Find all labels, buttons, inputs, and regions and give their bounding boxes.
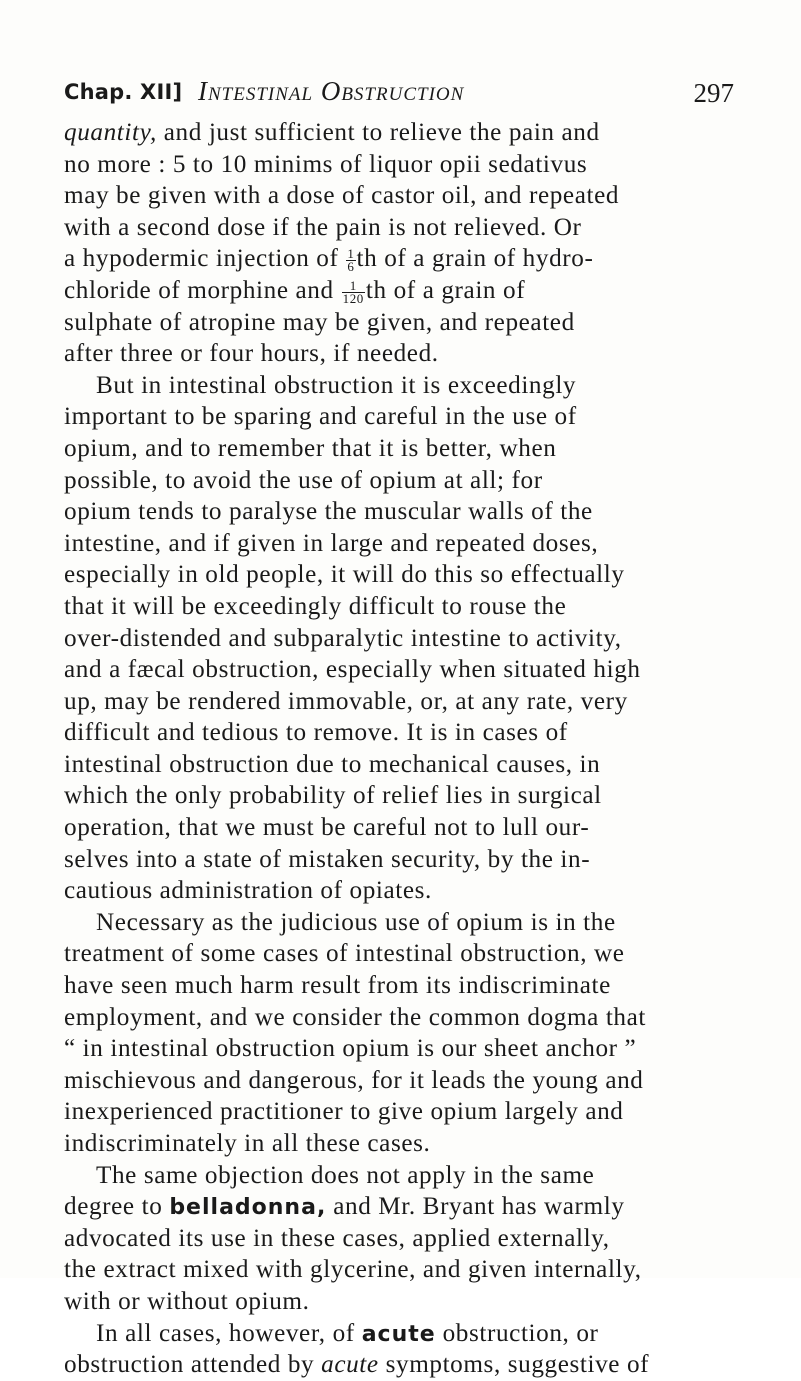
text-line bbox=[64, 844, 736, 876]
line-text: may be given with a dose of castor oil, and repeated bbox=[64, 182, 620, 210]
line-text: which the only probability of relief lies in surgical bbox=[64, 782, 602, 810]
chapter-label: Chap. XII] bbox=[64, 80, 183, 104]
line-text: treatment of some cases of intestinal obstruction, we bbox=[64, 940, 625, 968]
line-text: with a second dose if the pain is not relieved. Or bbox=[64, 213, 582, 241]
text-line bbox=[64, 559, 736, 591]
text-line bbox=[64, 117, 736, 149]
text-line bbox=[64, 243, 736, 275]
text-line bbox=[64, 1286, 736, 1318]
line-text: th of a grain of bbox=[365, 276, 526, 304]
line-text: symptoms, suggestive of bbox=[385, 1351, 650, 1379]
text-line bbox=[64, 591, 736, 623]
text-line bbox=[64, 1065, 736, 1097]
text-line bbox=[64, 938, 736, 970]
text-line bbox=[64, 496, 736, 528]
line-text: opium tends to paralyse the muscular walls of the bbox=[64, 498, 593, 526]
text-line bbox=[64, 307, 736, 339]
line-text: th of a grain of hydro- bbox=[356, 245, 594, 273]
line-text: But in intestinal obstruction it is exceedingly bbox=[96, 371, 577, 399]
line-text: chloride of morphine and bbox=[64, 276, 334, 304]
paragraph-start bbox=[64, 1160, 736, 1192]
body-text bbox=[64, 117, 736, 1381]
text-line bbox=[64, 1349, 736, 1381]
emphasis-belladonna: belladonna, bbox=[169, 1195, 327, 1221]
line-text: The same objection does not apply in the same bbox=[96, 1161, 595, 1189]
line-text: mischievous and dangerous, for it leads the young and bbox=[64, 1066, 644, 1094]
line-text: and Mr. Bryant has warmly bbox=[333, 1193, 625, 1221]
line-text: that it will be exceedingly difficult to rouse the bbox=[64, 592, 567, 620]
text-line bbox=[64, 528, 736, 560]
text-line bbox=[64, 1096, 736, 1128]
paragraph-start bbox=[64, 907, 736, 939]
text-line bbox=[64, 433, 736, 465]
page-number: 297 bbox=[693, 78, 734, 108]
text-line bbox=[64, 1223, 736, 1255]
line-text: a hypodermic injection of bbox=[64, 245, 339, 273]
line-text: and just sufficient to relieve the pain and bbox=[163, 119, 600, 146]
text-line bbox=[64, 654, 736, 686]
text-line bbox=[64, 465, 736, 497]
running-head bbox=[64, 76, 734, 116]
text-line bbox=[64, 338, 736, 370]
text-line bbox=[64, 875, 736, 907]
line-text: after three or four hours, if needed. bbox=[64, 340, 439, 368]
line-text: employment, and we consider the common dogma that bbox=[64, 1003, 646, 1031]
line-text: indiscriminately in all these cases. bbox=[64, 1130, 431, 1157]
text-line bbox=[64, 1002, 736, 1034]
line-text: no more : 5 to 10 minims of liquor opii sedativus bbox=[64, 150, 588, 178]
text-line bbox=[64, 212, 736, 244]
paragraph-start bbox=[64, 1318, 736, 1350]
line-text: intestinal obstruction due to mechanical causes, in bbox=[64, 750, 601, 778]
line-text: important to be sparing and careful in the use of bbox=[64, 403, 577, 431]
line-text: sulphate of atropine may be given, and repeated bbox=[64, 308, 575, 336]
line-text: possible, to avoid the use of opium at all; for bbox=[64, 466, 543, 494]
emphasis-acute-bold: acute bbox=[361, 1321, 436, 1347]
text-line bbox=[64, 780, 736, 812]
text-line bbox=[64, 812, 736, 844]
line-text: intestine, and if given in large and repeated doses, bbox=[64, 529, 599, 557]
text-line bbox=[64, 1128, 736, 1160]
text-line bbox=[64, 717, 736, 749]
text-line bbox=[64, 401, 736, 433]
paragraph-start bbox=[64, 370, 736, 402]
text-line bbox=[64, 1191, 736, 1223]
line-text: selves into a state of mistaken security, by the in- bbox=[64, 845, 591, 873]
line-text: operation, that we must be careful not to lull our- bbox=[64, 814, 590, 842]
line-text: cautious administration of opiates. bbox=[64, 877, 432, 905]
line-text: inexperienced practitioner to give opium largely and bbox=[64, 1098, 624, 1126]
line-text: over-distended and subparalytic intestine to activity, bbox=[64, 624, 622, 652]
line-text: degree to bbox=[64, 1193, 163, 1221]
line-text: up, may be rendered immovable, or, at any rate, very bbox=[64, 687, 628, 715]
emphasis-acute-italic: acute bbox=[321, 1351, 379, 1379]
line-text: have seen much harm result from its indiscriminate bbox=[64, 972, 611, 1000]
text-line bbox=[64, 149, 736, 181]
emphasis-quantity: quantity, bbox=[64, 119, 157, 146]
text-line bbox=[64, 970, 736, 1002]
text-line bbox=[64, 1033, 736, 1065]
line-text: and a fæcal obstruction, especially when situated high bbox=[64, 656, 641, 684]
text-line bbox=[64, 1254, 736, 1286]
line-text: obstruction, or bbox=[442, 1319, 599, 1347]
line-text: obstruction attended by bbox=[64, 1351, 315, 1379]
text-line bbox=[64, 275, 736, 307]
line-text: opium, and to remember that it is better, when bbox=[64, 434, 557, 462]
line-text: “ in intestinal obstruction opium is our sheet anchor ” bbox=[64, 1035, 637, 1063]
fraction-one-sixth: $\frac{1}{6}$ bbox=[347, 246, 355, 275]
line-text: In all cases, however, of bbox=[96, 1319, 355, 1347]
line-text: Necessary as the judicious use of opium is in the bbox=[96, 908, 616, 936]
text-line bbox=[64, 623, 736, 655]
text-line bbox=[64, 180, 736, 212]
fraction-one-hundred-twentieth: $\frac{1}{120}$ bbox=[342, 277, 364, 306]
line-text: difficult and tedious to remove. It is in cases of bbox=[64, 719, 568, 747]
text-line bbox=[64, 749, 736, 781]
chapter-title: Intestinal Obstruction bbox=[198, 76, 465, 106]
line-text: with or without opium. bbox=[64, 1287, 310, 1315]
line-text: advocated its use in these cases, applied externally, bbox=[64, 1224, 610, 1252]
text-line bbox=[64, 686, 736, 718]
line-text: especially in old people, it will do this so effectually bbox=[64, 561, 625, 589]
line-text: the extract mixed with glycerine, and given internally, bbox=[64, 1256, 642, 1284]
